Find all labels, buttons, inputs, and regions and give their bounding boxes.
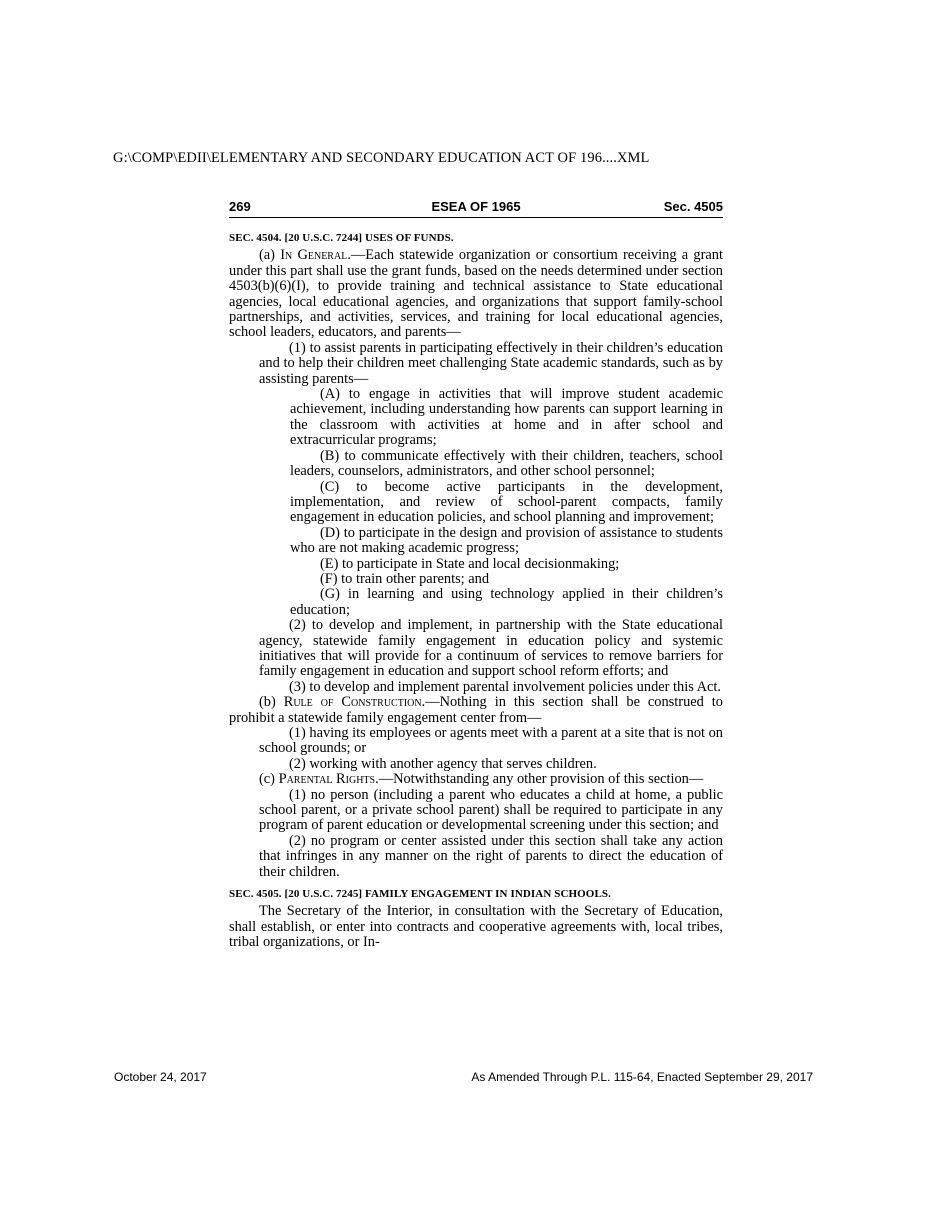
paragraph-c-2: (2) no program or center assisted under this section shall take any action that infringes in any manner on the right of parents to direct the education of their children. [259,832,723,880]
page-number: 269 [229,199,251,214]
subsection-c: (c) Parental Rights.—Notwithstanding any other provision of this section— [259,771,704,788]
subparagraph-a-1-F: (F) to train other parents; and [320,570,490,587]
subparagraph-a-1-G: (G) in learning and using technology applied in their children’s education; [290,586,723,618]
paragraph-a-3: (3) to develop and implement parental involvement policies under this Act. [289,678,722,695]
running-section: Sec. 4505 [663,199,723,214]
footer-amended: As Amended Through P.L. 115-64, Enacted September 29, 2017 [471,1070,813,1084]
footer-date: October 24, 2017 [114,1070,207,1084]
subparagraph-a-1-B: (B) to communicate effectively with their children, teachers, school leaders, counselors, administrators, and other school personnel; [290,447,723,480]
subparagraph-a-1-C: (C) to become active participants in the development, implementation, and review of school-parent compacts, family engagement in education policies, and school planning and improvement; [290,478,723,526]
subsection-a-heading: In General [280,247,348,264]
paragraph-b-1: (1) having its employees or agents meet with a parent at a site that is not on school grounds; or [259,725,724,757]
subparagraph-a-1-A: (A) to engage in activities that will improve student academic achievement, including understanding how parents can support learning in the classroom with activities at home and in after school and extracurricular programs; [290,386,723,449]
paragraph-c-1: (1) no person (including a parent who educates a child at home, a public school parent, or a private school parent) shall be required to participate in any program of parent education or developmental screening under this section; and [259,786,723,834]
section-4504-heading: SEC. 4504. [20 U.S.C. 7244] USES OF FUNDS. [229,232,454,244]
document-body [229,231,723,951]
section-4505-heading: SEC. 4505. [20 U.S.C. 7245] FAMILY ENGAGEMENT IN INDIAN SCHOOLS. [229,888,611,901]
subsection-b-heading: Rule of Construction [283,694,422,711]
subsection-a: (a) In General.—Each statewide organization or consortium receiving a grant under this part shall use the grant funds, based on the needs determined under section 4503(b)(6)(I), to provide training and technical assistance to State educational agencies, local educational agencies, and organizations that support family-school partnerships, and activities, services, and training for local educational agencies, school leaders, educators, and parents— [229,247,723,341]
paragraph-a-2: (2) to develop and implement, in partnership with the State educational agency, statewide family engagement in education policy and systemic initiatives that will provide for a continuum of services to remove barriers for family engagement in education and support school reform efforts; and [259,617,723,680]
running-title: ESEA OF 1965 [431,199,521,214]
paragraph-b-2: (2) working with another agency that serves children. [289,755,597,772]
subparagraph-a-1-E: (E) to participate in State and local decisionmaking; [320,555,620,572]
subparagraph-a-1-D: (D) to participate in the design and provision of assistance to students who are not making academic progress; [290,524,723,557]
subsection-c-heading: Parental Rights [278,771,376,788]
paragraph-a-1: (1) to assist parents in participating effectively in their children’s education and to help their children meet challenging State academic standards, such as by assisting parents— [259,339,723,387]
section-4505-text: The Secretary of the Interior, in consultation with the Secretary of Education, shall establish, or enter into contracts and cooperative agreements with, local tribes, tribal organizations, or In- [229,903,723,951]
running-head [229,197,723,218]
subsection-b: (b) Rule of Construction.—Nothing in this section shall be construed to prohibit a statewide family engagement center from— [229,694,723,726]
file-path: G:\COMP\EDII\ELEMENTARY AND SECONDARY EDUCATION ACT OF 196....XML [113,150,650,166]
